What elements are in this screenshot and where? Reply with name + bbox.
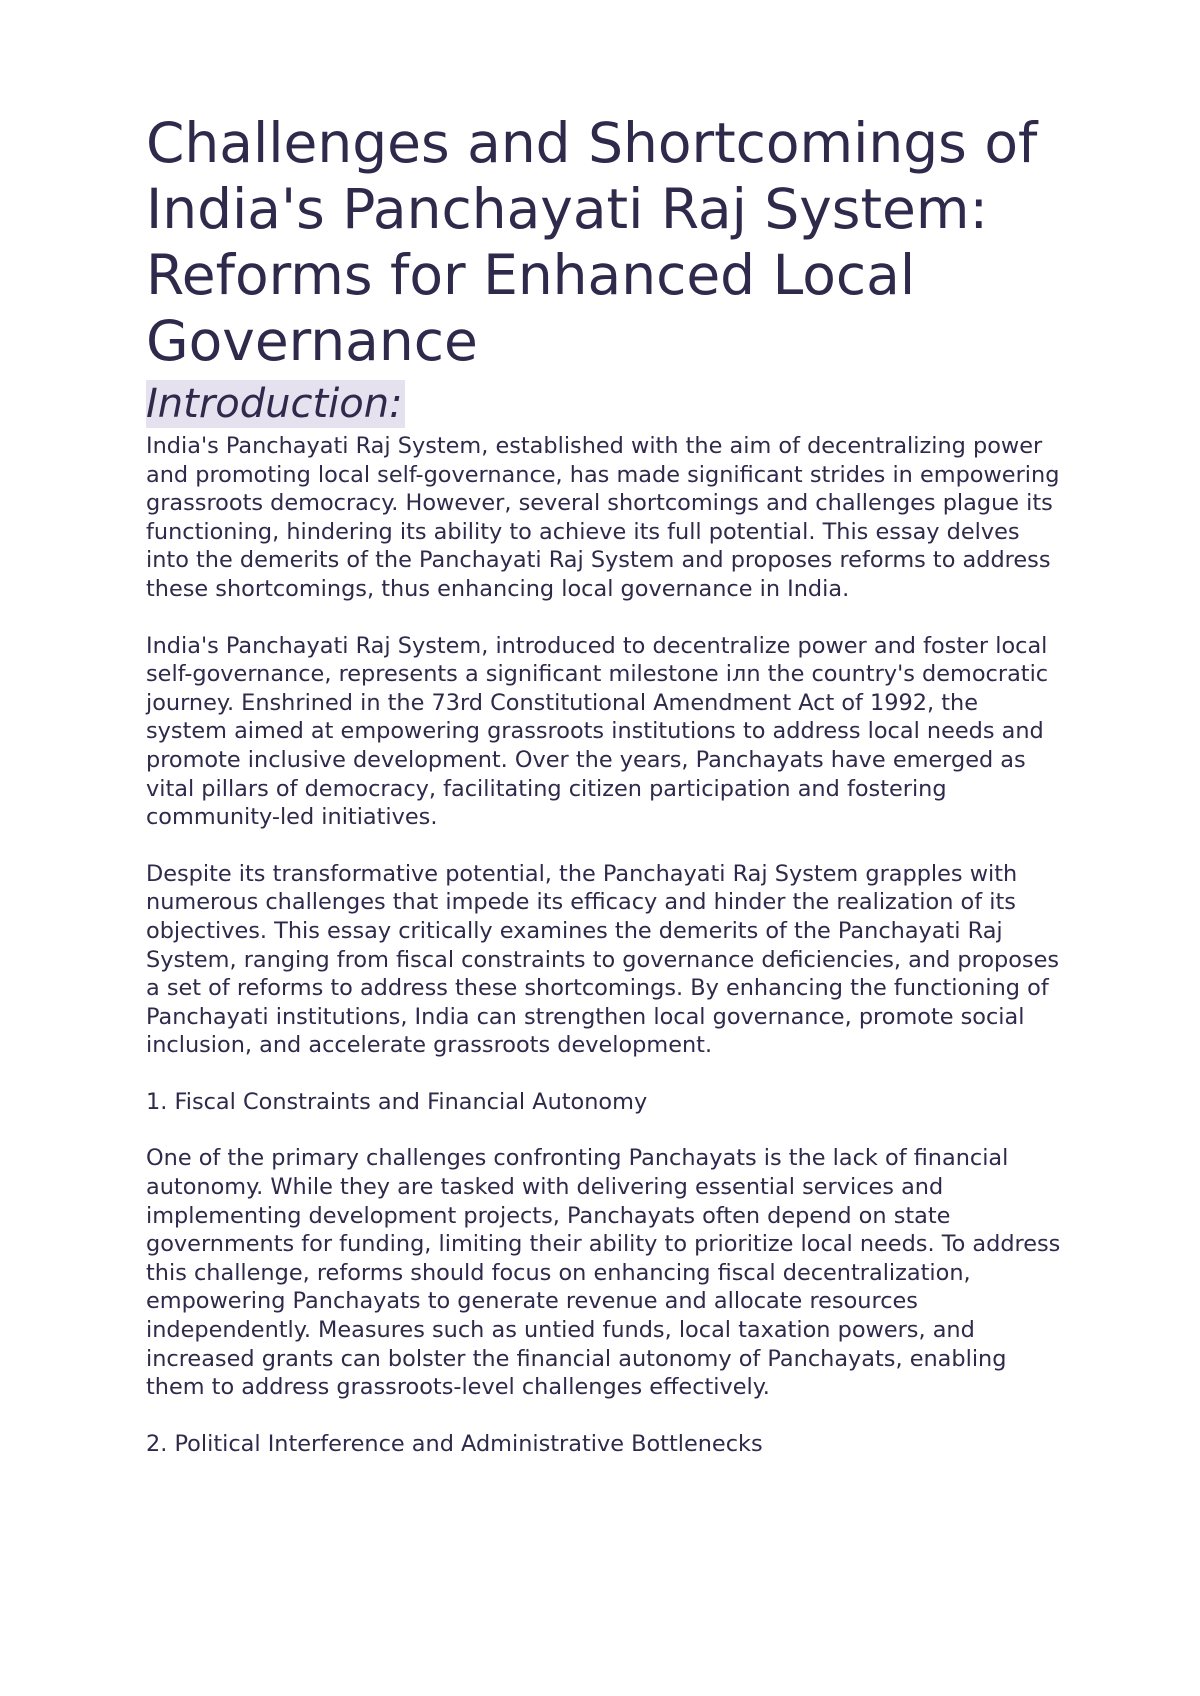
paragraph-intro-3: Despite its transformative potential, the Panchayati Raj System grapples with numerous challenges that impede its efficacy and hinder the realization of its objectives. This essay critically examines the demerits of the Panchayati Raj System, ranging from fiscal constraints to governance deficiencies, and proposes a set of reforms to address these shortcomings. By enhancing the functioning of Panchayati institutions, India can strengthen local governance, promote social inclusion, and accelerate grassroots development. xyxy=(146,860,1060,1059)
paragraph-intro-2: India's Panchayati Raj System, introduced to decentralize power and foster local self-governance, represents a significant milestone iлn the country's democratic journey. Enshrined in the 73rd Constitutional Amendment Act of 1992, the system aimed at empowering grassroots institutions to address local needs and promote inclusive development. Over the years, Panchayats have emerged as vital pillars of democracy, facilitating citizen participation and fostering community-led initiatives. xyxy=(146,632,1049,831)
paragraph-fiscal-constraints: One of the primary challenges confronting Panchayats is the lack of financial autonomy. While they are tasked with delivering essential services and implementing development projects, Panchayats often depend on state governments for funding, limiting their ability to prioritize local needs. To address this challenge, reforms should focus on enhancing fiscal decentralization, empowering Panchayats to generate revenue and allocate resources independently. Measures such as untied funds, local taxation powers, and increased grants can bolster the financial autonomy of Panchayats, enabling them to address grassroots-level challenges effectively. xyxy=(146,1145,1061,1401)
subheading-political-interference: 2. Political Interference and Administrative Bottlenecks xyxy=(146,1430,763,1457)
paragraph-intro-1: India's Panchayati Raj System, established with the aim of decentralizing power and promoting local self-governance, has made significant strides in empowering grassroots democracy. However, several shortcomings and challenges plague its functioning, hindering its ability to achieve its full potential. This essay delves into the demerits of the Panchayati Raj System and proposes reforms to address these shortcomings, thus enhancing local governance in India. xyxy=(146,433,1060,602)
subheading-fiscal-constraints: 1. Fiscal Constraints and Financial Autonomy xyxy=(146,1088,648,1115)
document-title: Challenges and Shortcomings of India's Panchayati Raj System: Reforms for Enhanced Local Governance xyxy=(146,111,1038,373)
introduction-heading-wrapper xyxy=(146,374,1066,432)
document-body xyxy=(146,110,1066,1486)
introduction-heading: Introduction: xyxy=(146,381,403,427)
